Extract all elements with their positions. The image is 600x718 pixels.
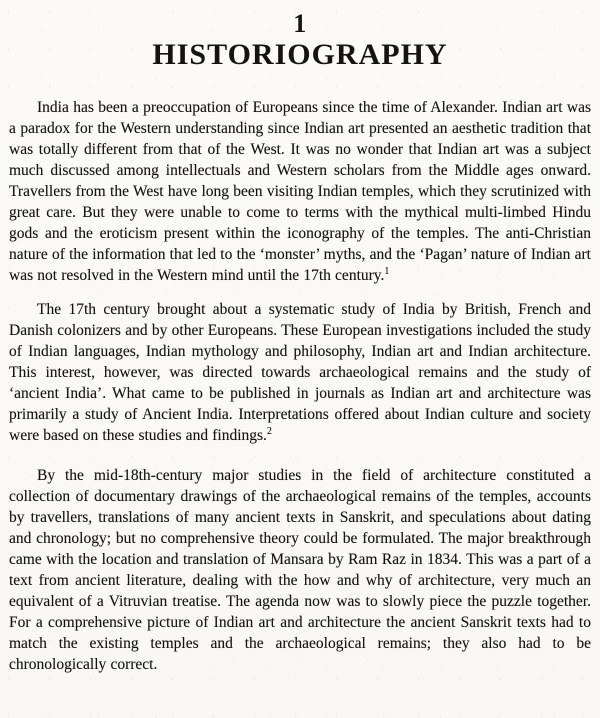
footnote-marker-2: 2 [266, 425, 272, 437]
paragraph-1 [9, 97, 591, 286]
chapter-title: HISTORIOGRAPHY [152, 38, 448, 71]
paragraph-2-text: The 17th century brought about a systematic study of India by British, French and Danish colonizers and by other Europeans. These European investigations included the study of Indian languages, Indian mythology and philosophy, Indian art and Indian architecture. This interest, however, was directed towards archaeological remains and the study of ‘ancient India’. What came to be published in journals as Indian art and architecture was primarily a study of Ancient India. Interpretations offered about Indian culture and society were based on these studies and findings. [9, 301, 591, 444]
chapter-number: 1 [293, 9, 307, 38]
paragraph-3 [9, 465, 591, 675]
paragraph-3-text: By the mid-18th-century major studies in the field of architecture constituted a collection of documentary drawings of the archaeological remains of the temples, accounts by travellers, translations of many ancient texts in Sanskrit, and speculations about dating and chronology; but no comprehensive theory could be formulated. The major breakthrough came with the location and translation of Mansara by Ram Raz in 1834. This was a part of a text from ancient literature, dealing with the how and why of architecture, very much an equivalent of a Vitruvian treatise. The agenda now was to slowly piece the puzzle together. For a comprehensive picture of Indian art and architecture the ancient Sanskrit texts had to match the existing temples and the archaeological remains; they also had to be chronologically correct. [9, 467, 591, 673]
footnote-marker-1: 1 [384, 265, 390, 277]
body-text [9, 97, 591, 675]
paragraph-1-text: India has been a preoccupation of Europeans since the time of Alexander. Indian art was a paradox for the Western understanding since Indian art presented an aesthetic tradition that was totally different from that of the West. It was no wonder that Indian art was a subject much discussed among intellectuals and Western scholars from the Middle ages onward. Travellers from the West have long been visiting Indian temples, which they scrutinized with great care. But they were unable to come to terms with the mythical multi-limbed Hindu gods and the eroticism present within the iconography of the temples. The anti-Christian nature of the information that led to the ‘monster’ myths, and the ‘Pagan’ nature of Indian art was not resolved in the Western mind until the 17th century. [9, 99, 591, 284]
paragraph-2 [9, 299, 591, 446]
